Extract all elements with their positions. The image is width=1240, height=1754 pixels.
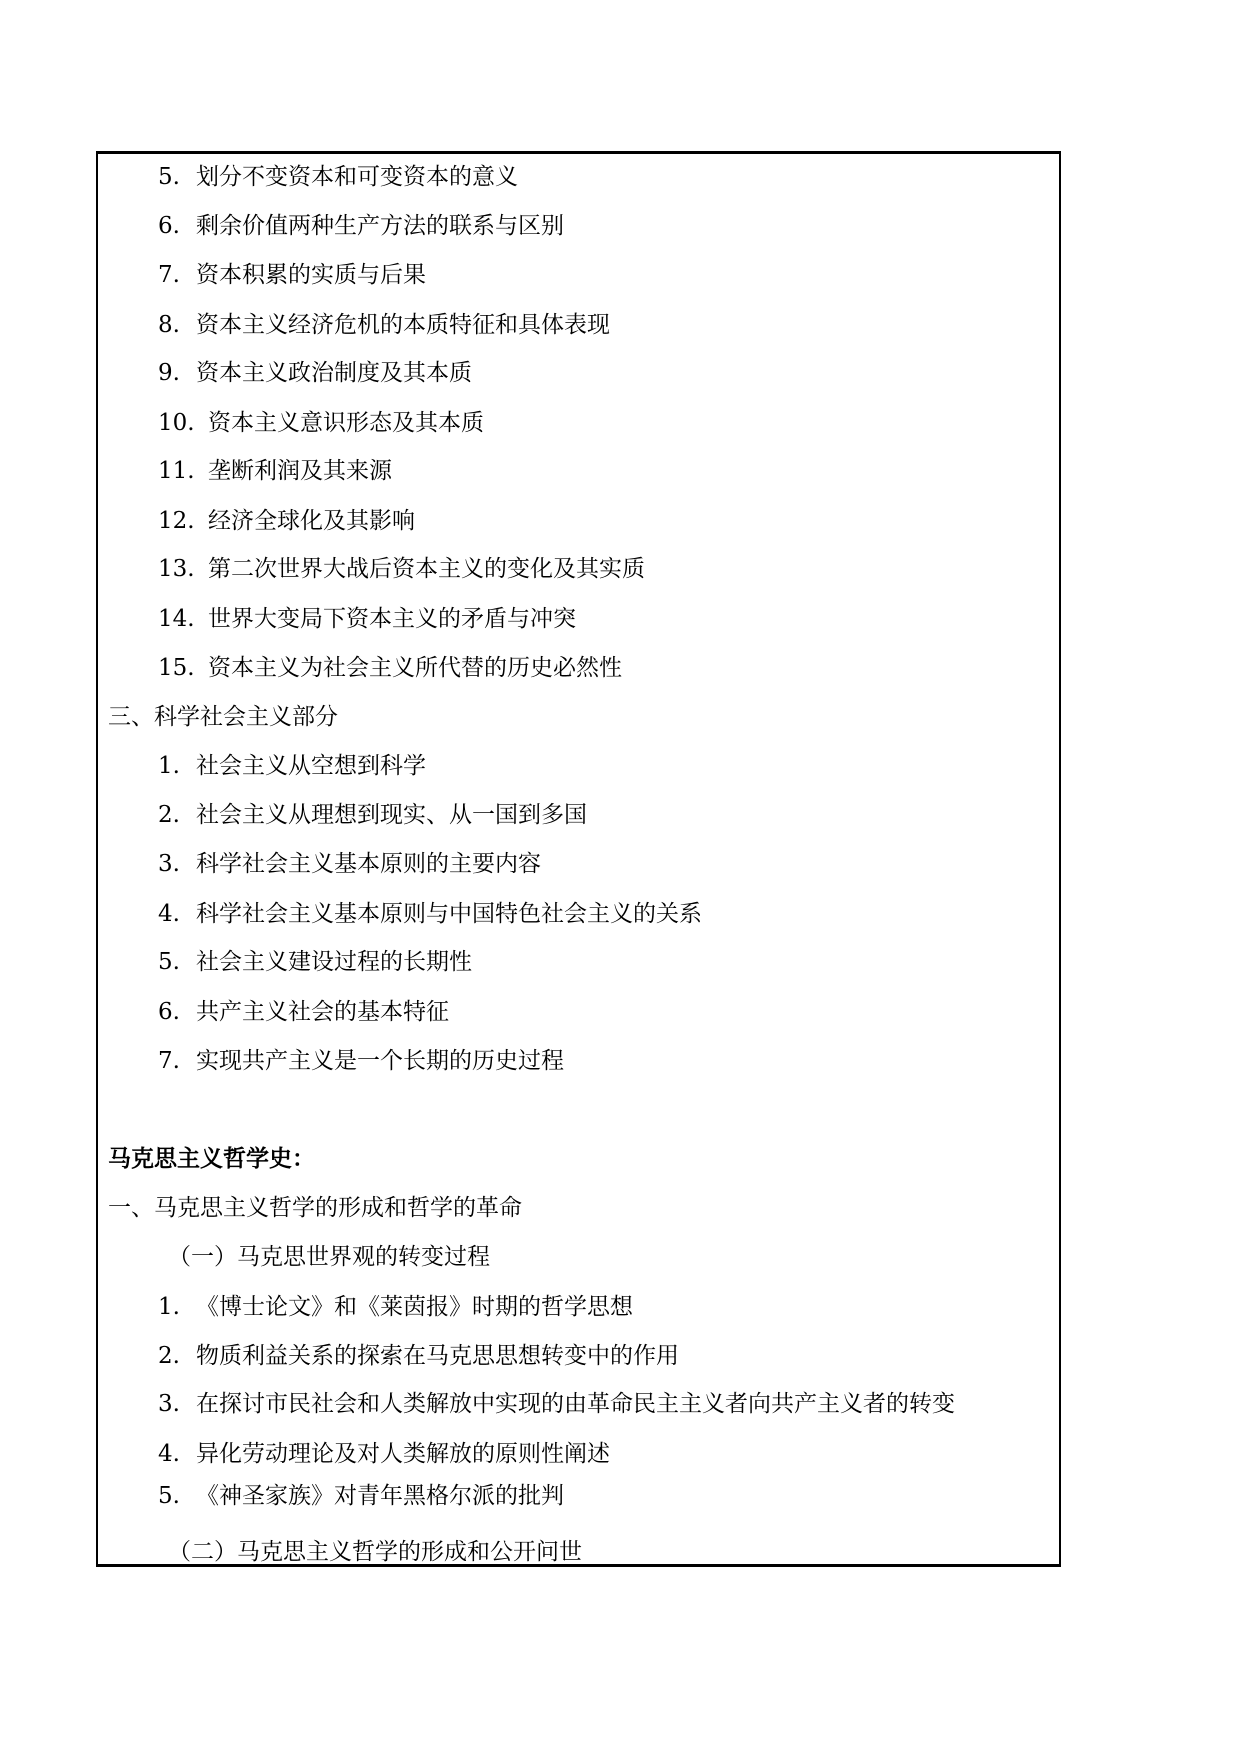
item-number: 1. <box>158 1294 180 1320</box>
list-item <box>158 211 564 241</box>
item-number: 4. <box>158 901 180 927</box>
item-number: 6. <box>158 999 180 1025</box>
item-text: 《神圣家族》对青年黑格尔派的批判 <box>196 1483 564 1509</box>
item-number: 5. <box>158 949 180 975</box>
list-item <box>158 506 415 536</box>
item-text: 社会主义从理想到现实、从一国到多国 <box>196 802 587 828</box>
item-number: 7. <box>158 262 180 288</box>
item-text: 在探讨市民社会和人类解放中实现的由革命民主主义者向共产主义者的转变 <box>196 1391 955 1417</box>
list-item <box>158 162 518 192</box>
item-text: 《博士论文》和《莱茵报》时期的哲学思想 <box>196 1294 633 1320</box>
item-text: 剩余价值两种生产方法的联系与区别 <box>196 213 564 239</box>
item-number: 13. <box>158 556 195 582</box>
item-text: 实现共产主义是一个长期的历史过程 <box>196 1048 564 1074</box>
item-text: 世界大变局下资本主义的矛盾与冲突 <box>208 606 576 632</box>
section-heading-3 <box>108 702 338 732</box>
item-text: 垄断利润及其来源 <box>208 458 392 484</box>
item-number: 3. <box>158 851 180 877</box>
philosophy-title <box>108 1144 315 1174</box>
item-text: 资本主义意识形态及其本质 <box>208 410 484 436</box>
item-text: 科学社会主义基本原则与中国特色社会主义的关系 <box>196 901 702 927</box>
item-number: 14. <box>158 606 195 632</box>
list-item <box>158 456 392 486</box>
list-item <box>158 310 610 340</box>
list-item <box>158 1341 679 1371</box>
list-item <box>158 800 587 830</box>
philosophy-subsection-1 <box>168 1242 490 1272</box>
list-item <box>158 899 702 929</box>
item-text: 科学社会主义基本原则的主要内容 <box>196 851 541 877</box>
item-number: 8. <box>158 312 180 338</box>
list-item <box>158 849 541 879</box>
item-number: 5. <box>158 164 180 190</box>
item-number: 6. <box>158 213 180 239</box>
item-number: 10. <box>158 410 195 436</box>
item-number: 2. <box>158 802 180 828</box>
item-text: 资本主义政治制度及其本质 <box>196 360 472 386</box>
item-text: 划分不变资本和可变资本的意义 <box>196 164 518 190</box>
list-item <box>158 1046 564 1076</box>
item-number: 5. <box>158 1483 180 1509</box>
item-text: 社会主义从空想到科学 <box>196 753 426 779</box>
item-number: 12. <box>158 508 195 534</box>
item-text: 资本主义经济危机的本质特征和具体表现 <box>196 312 610 338</box>
item-number: 7. <box>158 1048 180 1074</box>
item-text: 社会主义建设过程的长期性 <box>196 949 472 975</box>
list-item <box>158 947 472 977</box>
list-item <box>158 751 426 781</box>
list-item <box>158 653 622 683</box>
philosophy-subsection-2 <box>168 1537 582 1567</box>
item-number: 2. <box>158 1343 180 1369</box>
item-number: 1. <box>158 753 180 779</box>
list-item <box>158 358 472 388</box>
list-item <box>158 997 449 1027</box>
item-text: 第二次世界大战后资本主义的变化及其实质 <box>208 556 645 582</box>
item-number: 15. <box>158 655 195 681</box>
philosophy-subsection-2-text: （二）马克思主义哲学的形成和公开问世 <box>168 1539 582 1565</box>
philosophy-title-text: 马克思主义哲学史： <box>108 1145 315 1172</box>
item-number: 3. <box>158 1391 180 1417</box>
list-item <box>158 1481 564 1511</box>
list-item <box>158 1439 610 1469</box>
item-text: 物质利益关系的探索在马克思思想转变中的作用 <box>196 1343 679 1369</box>
philosophy-subsection-1-text: （一）马克思世界观的转变过程 <box>168 1244 490 1270</box>
list-item <box>158 1389 955 1419</box>
item-text: 资本积累的实质与后果 <box>196 262 426 288</box>
list-item <box>158 604 576 634</box>
list-item <box>158 554 645 584</box>
philosophy-section-1-text: 一、马克思主义哲学的形成和哲学的革命 <box>108 1195 522 1221</box>
philosophy-section-1 <box>108 1193 522 1223</box>
list-item <box>158 260 426 290</box>
item-number: 4. <box>158 1441 180 1467</box>
item-number: 11. <box>158 458 195 484</box>
item-number: 9. <box>158 360 180 386</box>
item-text: 经济全球化及其影响 <box>208 508 415 534</box>
section-heading-3-text: 三、科学社会主义部分 <box>108 704 338 730</box>
item-text: 异化劳动理论及对人类解放的原则性阐述 <box>196 1441 610 1467</box>
item-text: 资本主义为社会主义所代替的历史必然性 <box>208 655 622 681</box>
item-text: 共产主义社会的基本特征 <box>196 999 449 1025</box>
list-item <box>158 1292 633 1322</box>
list-item <box>158 408 484 438</box>
